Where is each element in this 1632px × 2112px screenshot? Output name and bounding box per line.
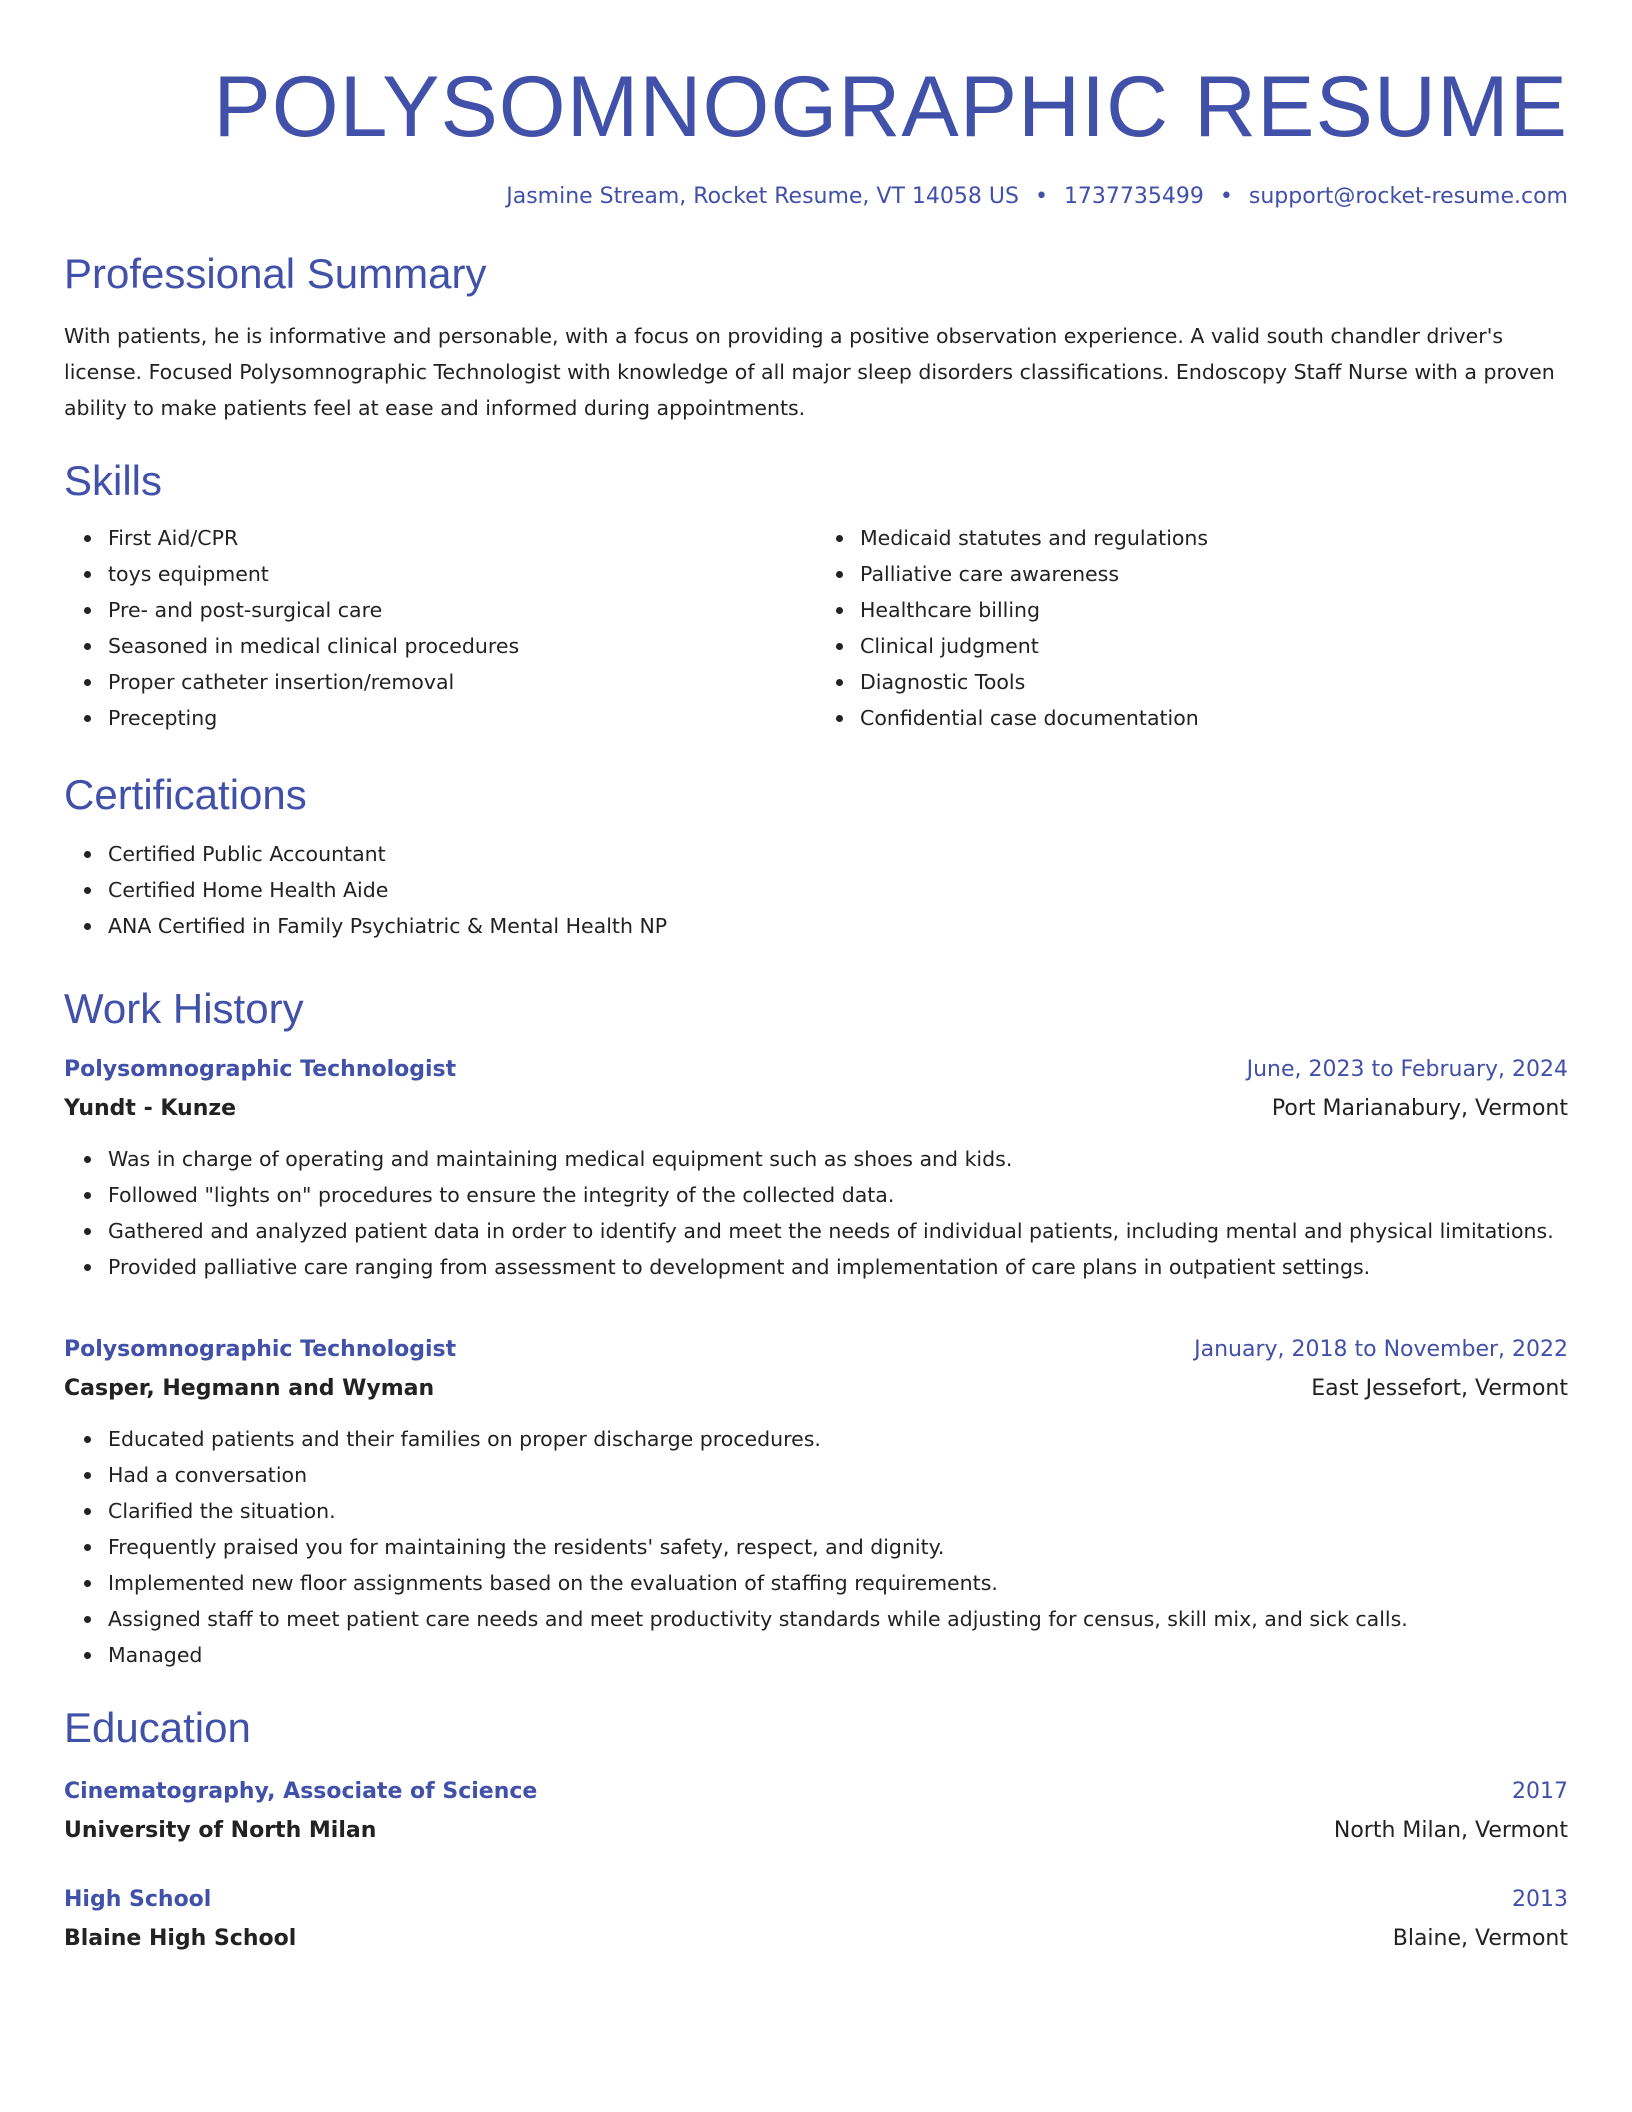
job-duty: Managed	[108, 1637, 1568, 1673]
skill-item: Proper catheter insertion/removal	[108, 664, 816, 700]
job-duties-list	[64, 1421, 1568, 1673]
skills-list-right	[816, 520, 1568, 736]
resume-header	[64, 56, 1568, 213]
job-duty: Assigned staff to meet patient care needs and meet productivity standards while adjusting for census, skill mix, and sick calls.	[108, 1601, 1568, 1637]
skill-item: Medicaid statutes and regulations	[860, 520, 1568, 556]
work-history-heading: Work History	[64, 985, 304, 1033]
education-degree-row	[64, 1773, 1568, 1811]
certifications-list	[64, 836, 1568, 944]
job-entry	[64, 1331, 1568, 1673]
job-role: Polysomnographic Technologist	[64, 1056, 457, 1082]
certification-item: ANA Certified in Family Psychiatric & Mental Health NP	[108, 908, 1568, 944]
certifications-section	[64, 770, 1568, 944]
job-duty: Provided palliative care ranging from assessment to development and implementation of care plans in outpatient settings.	[108, 1249, 1568, 1285]
education-entry	[64, 1881, 1568, 1959]
education-degree: Cinematography, Associate of Science	[64, 1779, 538, 1805]
job-company: Casper, Hegmann and Wyman	[64, 1375, 435, 1401]
education-location: Blaine, Vermont	[1392, 1926, 1568, 1952]
education-school-row	[64, 1811, 1568, 1851]
skills-column-left	[64, 520, 816, 736]
summary-text: With patients, he is informative and personable, with a focus on providing a positive observation experience. A valid south chandler driver's license. Focused Polysomnographic Technologist with knowledge of all major sleep disorders classifications. Endoscopy Staff Nurse with a proven ability to make patients feel at ease and informed during appointments.	[64, 323, 1555, 420]
work-history-section	[64, 984, 1568, 1672]
certification-item: Certified Public Accountant	[108, 836, 1568, 872]
education-school: Blaine High School	[64, 1926, 297, 1952]
job-title-row	[64, 1331, 1568, 1369]
job-dates: January, 2018 to November, 2022	[1194, 1336, 1568, 1362]
certifications-heading: Certifications	[64, 770, 307, 818]
education-degree: High School	[64, 1887, 212, 1913]
education-section	[64, 1703, 1568, 1959]
skills-heading: Skills	[64, 456, 163, 504]
job-duties-list	[64, 1141, 1568, 1285]
job-company: Yundt - Kunze	[64, 1095, 237, 1121]
job-duty: Educated patients and their families on proper discharge procedures.	[108, 1421, 1568, 1457]
skill-item: Healthcare billing	[860, 592, 1568, 628]
contact-email: support@rocket-resume.com	[1248, 184, 1568, 210]
skill-item: Diagnostic Tools	[860, 664, 1568, 700]
education-year: 2013	[1512, 1887, 1568, 1913]
job-location: East Jessefort, Vermont	[1311, 1375, 1568, 1401]
resume-title: POLYSOMNOGRAPHIC RESUME	[213, 59, 1568, 155]
contact-separator: •	[1034, 184, 1048, 210]
skill-item: Palliative care awareness	[860, 556, 1568, 592]
job-company-row	[64, 1089, 1568, 1129]
job-dates: June, 2023 to February, 2024	[1246, 1056, 1568, 1082]
education-degree-row	[64, 1881, 1568, 1919]
skills-list-left	[64, 520, 816, 736]
job-company-row	[64, 1369, 1568, 1409]
skills-grid	[64, 520, 1568, 736]
job-duty: Clarified the situation.	[108, 1493, 1568, 1529]
job-duty: Frequently praised you for maintaining the residents' safety, respect, and dignity.	[108, 1529, 1568, 1565]
contact-line	[64, 181, 1568, 213]
certification-item: Certified Home Health Aide	[108, 872, 1568, 908]
skill-item: Confidential case documentation	[860, 700, 1568, 736]
skill-item: Precepting	[108, 700, 816, 736]
education-location: North Milan, Vermont	[1333, 1818, 1568, 1844]
education-year: 2017	[1512, 1779, 1568, 1805]
job-location: Port Marianabury, Vermont	[1271, 1095, 1568, 1121]
skill-item: toys equipment	[108, 556, 816, 592]
contact-address: Jasmine Stream, Rocket Resume, VT 14058 US	[506, 184, 1019, 210]
education-heading: Education	[64, 1703, 251, 1751]
job-duty: Followed "lights on" procedures to ensure the integrity of the collected data.	[108, 1177, 1568, 1213]
skill-item: Clinical judgment	[860, 628, 1568, 664]
summary-section	[64, 249, 1568, 425]
job-duty: Gathered and analyzed patient data in order to identify and meet the needs of individual patients, including mental and physical limitations.	[108, 1213, 1568, 1249]
job-role: Polysomnographic Technologist	[64, 1336, 457, 1362]
skill-item: First Aid/CPR	[108, 520, 816, 556]
skills-column-right	[816, 520, 1568, 736]
education-school-row	[64, 1919, 1568, 1959]
skills-section	[64, 456, 1568, 736]
contact-separator: •	[1219, 184, 1233, 210]
job-entry	[64, 1051, 1568, 1285]
job-title-row	[64, 1051, 1568, 1089]
job-duty: Was in charge of operating and maintaining medical equipment such as shoes and kids.	[108, 1141, 1568, 1177]
job-duty: Implemented new floor assignments based on the evaluation of staffing requirements.	[108, 1565, 1568, 1601]
skill-item: Seasoned in medical clinical procedures	[108, 628, 816, 664]
summary-heading: Professional Summary	[64, 250, 487, 298]
education-entry	[64, 1773, 1568, 1851]
skill-item: Pre- and post-surgical care	[108, 592, 816, 628]
education-school: University of North Milan	[64, 1818, 377, 1844]
contact-phone: 1737735499	[1063, 184, 1204, 210]
job-duty: Had a conversation	[108, 1457, 1568, 1493]
